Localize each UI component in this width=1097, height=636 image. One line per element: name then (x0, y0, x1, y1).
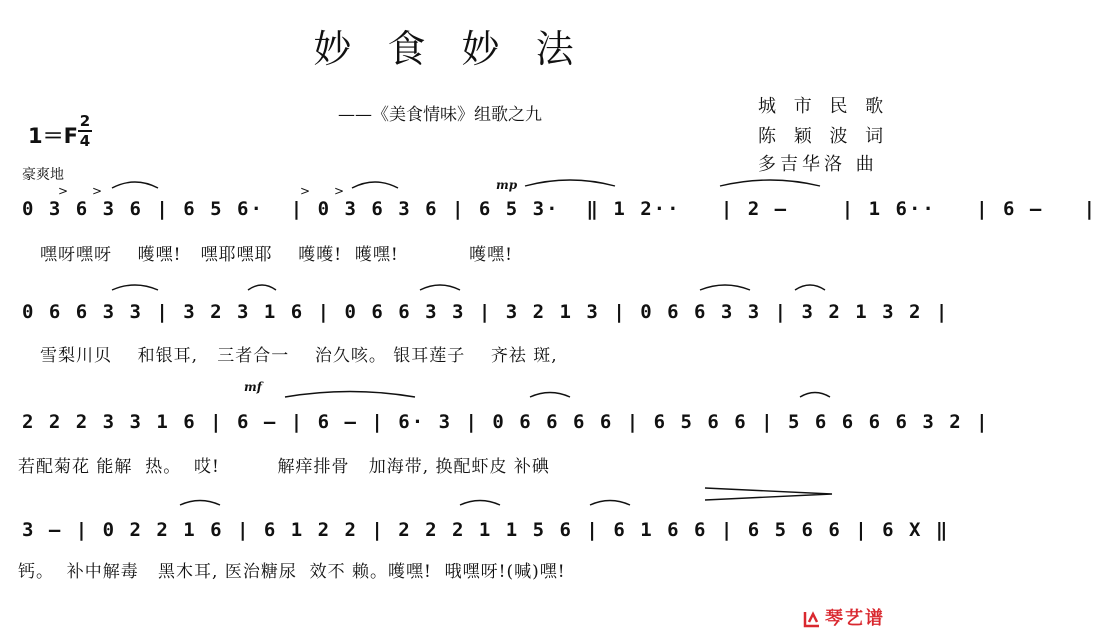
accent-mark: > (92, 184, 103, 198)
slur (795, 285, 825, 290)
decrescendo (705, 488, 832, 500)
key-signature: 1＝F (28, 124, 78, 148)
slur (530, 393, 570, 398)
slur (112, 285, 158, 290)
dynamic-mf: mf (244, 380, 262, 394)
composer-credit: 多吉华洛 曲 (758, 154, 878, 175)
slur (180, 501, 220, 506)
notation-line-4: 3 – | 0 2 2 1 6 | 6 1 2 2 | 2 2 2 1 1 5 6 | 6 1 6 6 | 6 5 6 6 | 6 X ‖ (22, 519, 950, 541)
slur (720, 180, 820, 186)
notation-line-1: 0 3 6 3 6 | 6 5 6· | 0 3 6 3 6 | 6 5 3· ‖ 1 2·· | 2 – | 1 6·· | 6 – | (22, 198, 1097, 220)
accent-mark: > (334, 184, 345, 198)
tempo-marking: 豪爽地 (22, 167, 64, 183)
slur (700, 285, 750, 290)
slur (420, 285, 460, 290)
slur (112, 182, 158, 188)
dynamic-mp: mp (496, 178, 518, 192)
lyrics-line-1: 嘿呀嘿呀 嚄嘿! 嘿耶嘿耶 嚄嚄! 嚄嘿! 嚄嘿! (40, 245, 514, 265)
slur (248, 285, 276, 290)
slur (590, 501, 630, 506)
slur (525, 180, 615, 186)
lyrics-line-2: 雪梨川贝 和银耳, 三者合一 治久咳。 银耳莲子 齐祛 斑, (40, 346, 558, 366)
slur (460, 501, 500, 506)
song-title: 妙 食 妙 法 (313, 27, 586, 71)
time-signature-top: 2 (79, 112, 91, 130)
logo-icon (803, 610, 821, 628)
logo-text: 琴艺谱 (825, 608, 885, 629)
slur (352, 182, 398, 188)
lyrics-line-3: 若配菊花 能解 热。 哎! 解痒排骨 加海带, 换配虾皮 补碘 (18, 457, 550, 477)
lyricist-credit: 陈 颖 波 词 (758, 126, 890, 147)
genre-credit: 城 市 民 歌 (758, 96, 890, 117)
slur (800, 393, 830, 398)
accent-mark: > (58, 184, 69, 198)
notation-line-3: 2 2 2 3 3 1 6 | 6 – | 6 – | 6· 3 | 0 6 6 6 6 | 6 5 6 6 | 5 6 6 6 6 3 2 | (22, 411, 990, 433)
time-signature-bottom: 4 (79, 132, 91, 150)
site-logo (803, 604, 885, 630)
slur (285, 392, 415, 398)
accent-mark: > (300, 184, 311, 198)
lyrics-line-4: 钙。 补中解毒 黑木耳, 医治糖尿 效不 赖。嚄嘿! 哦嘿呀!(喊)嘿! (18, 562, 566, 582)
notation-line-2: 0 6 6 3 3 | 3 2 3 1 6 | 0 6 6 3 3 | 3 2 1 3 | 0 6 6 3 3 | 3 2 1 3 2 | (22, 301, 950, 323)
subtitle: ——《美食情味》组歌之九 (338, 105, 542, 125)
